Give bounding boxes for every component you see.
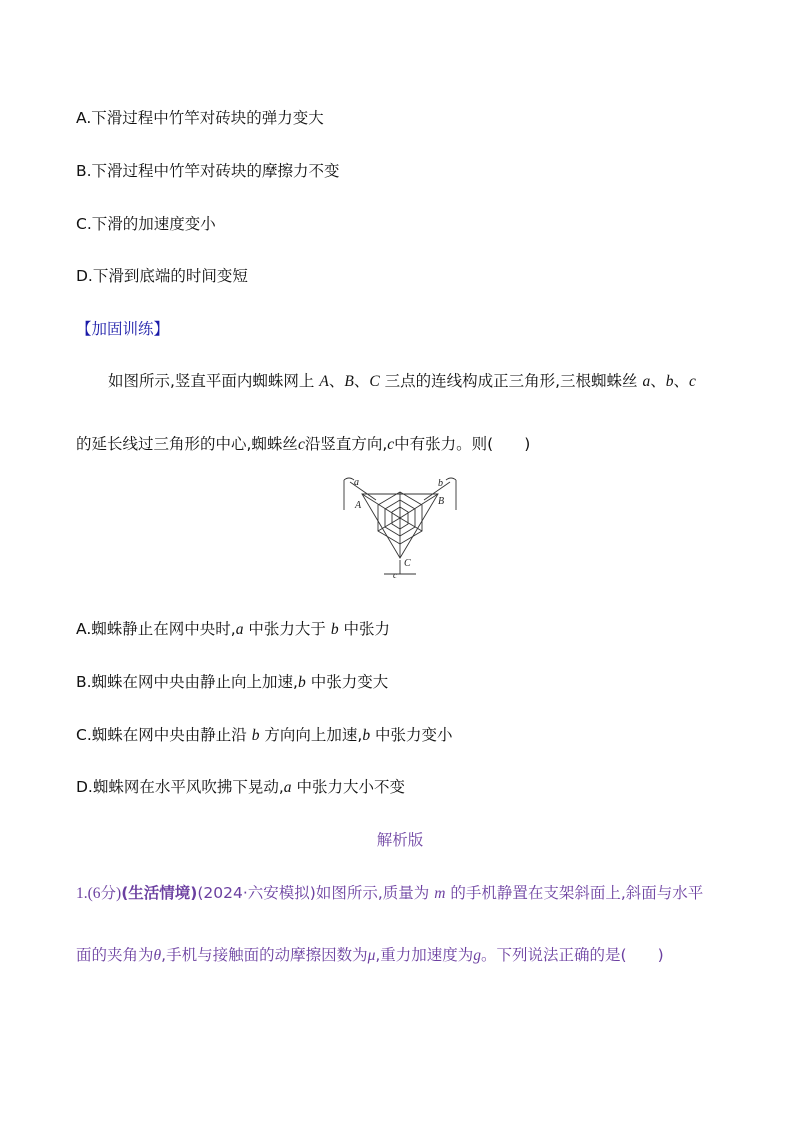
- spider-web-figure: [336, 474, 464, 582]
- q3-var-m: m: [434, 885, 446, 902]
- q3-text: 如图所示,质量为: [315, 884, 430, 902]
- opt-text: 中张力变小: [375, 726, 453, 744]
- label-c: c: [393, 570, 397, 580]
- opt-text: C.蜘蛛在网中央由静止沿: [76, 726, 247, 744]
- q2-text: 中有张力。则( ): [394, 435, 531, 453]
- q3-text: 的手机静置在支架斜面上,斜面与水平: [450, 884, 704, 902]
- option-1b: B.下滑过程中竹竿对砖块的摩擦力不变: [76, 162, 340, 180]
- q2-point-b: B: [344, 373, 354, 390]
- q3-tag: (生活情境): [121, 884, 198, 902]
- q3-text: 面的夹角为: [76, 946, 154, 964]
- q2-text: 如图所示,竖直平面内蜘蛛网上: [108, 372, 315, 390]
- opt-var: b: [362, 727, 371, 744]
- opt-var: b: [330, 621, 339, 638]
- q2-text: 的延长线过三角形的中心,蜘蛛丝: [76, 435, 298, 453]
- opt-text: D.蜘蛛网在水平风吹拂下晃动,: [76, 778, 284, 796]
- label-b: b: [438, 478, 443, 489]
- opt-text: 方向向上加速,: [264, 726, 363, 744]
- opt-text: B.蜘蛛在网中央由静止向上加速,: [76, 673, 298, 691]
- q2-silk-c: c: [387, 436, 395, 453]
- q2-sep: 、: [673, 372, 690, 390]
- option-2a: [76, 619, 390, 640]
- q3-number: 1.(6分): [76, 885, 122, 902]
- label-point-b: B: [438, 496, 445, 507]
- q3-text: ,手机与接触面的动摩擦因数为: [161, 946, 368, 964]
- section-title: 【加固训练】: [76, 320, 170, 338]
- q3-var-theta: θ: [153, 947, 162, 964]
- q2-sep: 、: [353, 372, 370, 390]
- q3-source: (2024·六安模拟): [197, 884, 316, 902]
- answer-header: 解析版: [376, 831, 424, 849]
- q3-text: 。下列说法正确的是( ): [481, 946, 664, 964]
- opt-var: a: [235, 621, 244, 638]
- opt-text: 中张力: [343, 620, 391, 638]
- opt-var: a: [283, 779, 292, 796]
- q3-var-mu: μ: [367, 947, 376, 964]
- option-1a: A.下滑过程中竹竿对砖块的弹力变大: [76, 109, 324, 127]
- label-a: a: [354, 477, 359, 488]
- question3-line1: [76, 883, 703, 904]
- q2-sep: 、: [650, 372, 666, 390]
- option-2d: [76, 777, 405, 798]
- q2-sep: 、: [328, 372, 345, 390]
- question2-line1: [108, 371, 696, 392]
- option-1c: C.下滑的加速度变小: [76, 215, 216, 233]
- opt-text: 中张力大小不变: [296, 778, 405, 796]
- q2-silk-c: c: [689, 373, 696, 390]
- label-point-c: C: [404, 558, 411, 569]
- opt-var: b: [298, 674, 306, 691]
- q2-silk-c: c: [297, 436, 305, 453]
- opt-text: 中张力变大: [310, 673, 389, 691]
- q3-text: ,重力加速度为: [375, 946, 474, 964]
- question2-line2: [76, 434, 530, 455]
- q2-silk-a: a: [642, 373, 651, 390]
- q2-point-a: A: [319, 373, 329, 390]
- option-1d: D.下滑到底端的时间变短: [76, 267, 248, 285]
- q2-point-c: C: [369, 373, 380, 390]
- opt-text: A.蜘蛛静止在网中央时,: [76, 620, 236, 638]
- q2-text: 沿竖直方向,: [304, 435, 388, 453]
- question3-line2: [76, 945, 664, 966]
- option-2c: [76, 725, 453, 746]
- opt-text: 中张力大于: [248, 620, 326, 638]
- q2-text: 三点的连线构成正三角形,三根蜘蛛丝: [384, 372, 638, 390]
- option-2b: [76, 672, 388, 693]
- label-point-a: A: [355, 500, 362, 511]
- q3-var-g: g: [473, 947, 482, 964]
- q2-silk-b: b: [665, 373, 674, 390]
- opt-var: b: [251, 727, 260, 744]
